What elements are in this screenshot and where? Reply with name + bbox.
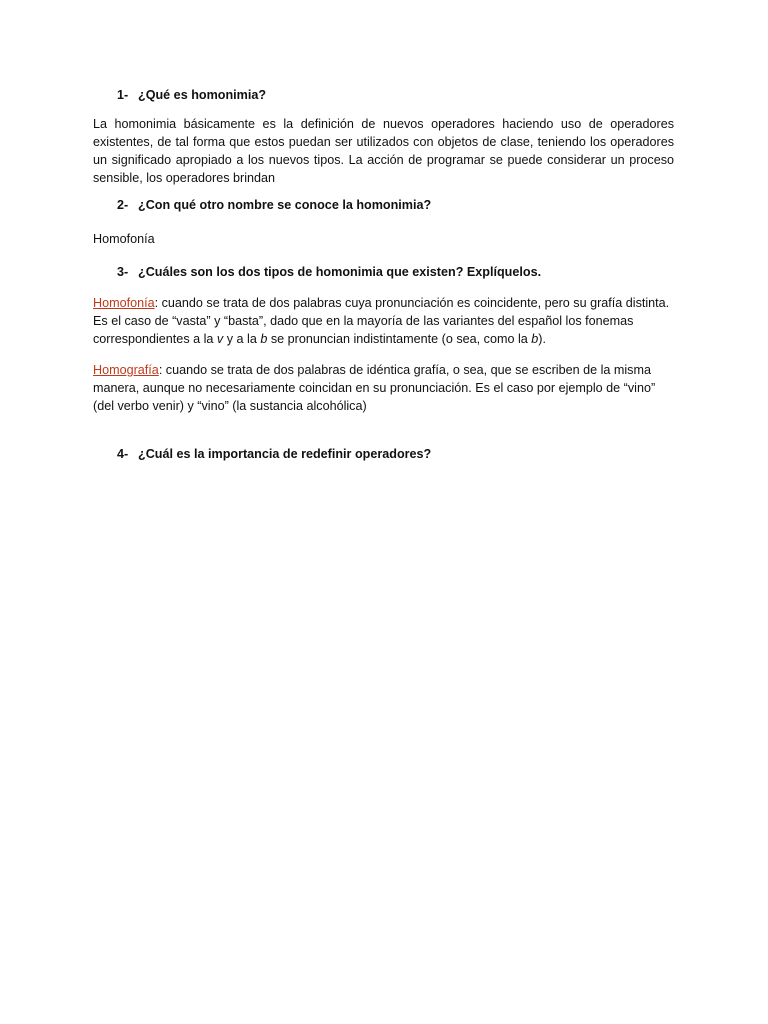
homografia-term: Homografía [93,363,159,377]
homografia-text: : cuando se trata de dos palabras de idéntica grafía, o sea, que se escriben de la misma manera, aunque no necesariamente coincidan en su pronunciación. Es el caso por ejemplo de “vino” (del verbo venir) y “vino” (la sustancia alcohólica) [93,363,656,413]
question-1-text: ¿Qué es homonimia? [138,88,267,102]
question-2-number: 2- [117,198,129,212]
homofonia-text-3: se pronuncian indistintamente (o sea, como la [267,332,532,346]
answer-3-homografia-paragraph [93,361,674,415]
answer-2-paragraph: Homofonía [93,232,155,246]
homofonia-text-4: ). [538,332,546,346]
question-3-number: 3- [117,265,129,279]
question-2 [93,196,674,214]
homofonia-italic-b: b [260,332,268,346]
question-1 [93,86,674,104]
question-2-text: ¿Con qué otro nombre se conoce la homonimia? [138,198,432,212]
homofonia-italic-b2: b [531,332,539,346]
homofonia-term: Homofonía [93,296,155,310]
answer-1-paragraph: La homonimia básicamente es la definición de nuevos operadores haciendo uso de operadores existentes, de tal forma que estos puedan ser utilizados con objetos de clase, teniendo los operadores un significado apropiado a los nuevos tipos. La acción de programar se puede considerar un proceso sensible, los operadores brindan [93,117,674,185]
question-4-text: ¿Cuál es la importancia de redefinir operadores? [138,447,432,461]
question-3-text: ¿Cuáles son los dos tipos de homonimia que existen? Explíquelos. [138,265,542,279]
question-1-number: 1- [117,88,129,102]
document-content [93,86,674,463]
question-4-number: 4- [117,447,129,461]
answer-3-homofonia-paragraph [93,294,674,348]
homofonia-italic-v: v [216,332,224,346]
homofonia-text-2: y a la [223,332,261,346]
question-4 [93,445,674,463]
homofonia-text-1: : cuando se trata de dos palabras cuya pronunciación es coincidente, pero su grafía distinta. Es el caso de “vasta” y “basta”, dado que en la mayoría de las variantes del español los fonemas correspondientes a la [93,296,670,346]
question-3 [93,263,674,281]
